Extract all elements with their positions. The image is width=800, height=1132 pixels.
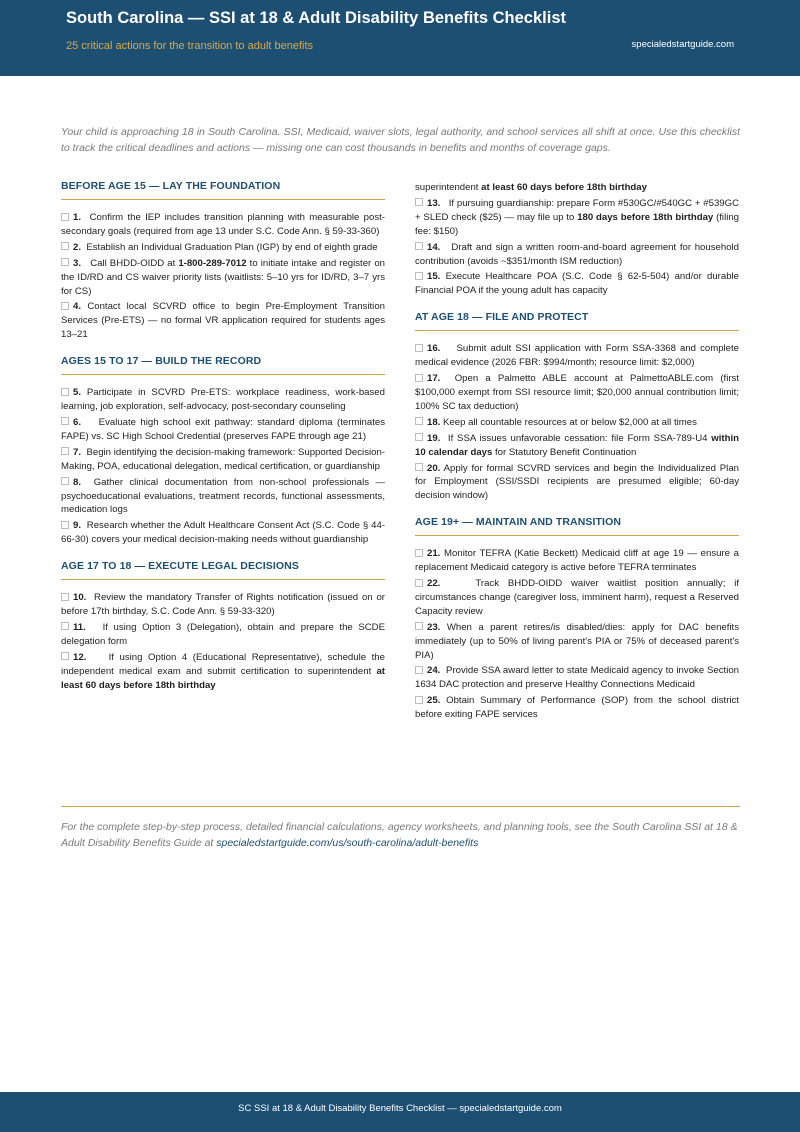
checklist-item [415, 270, 739, 298]
item-text: Establish an Individual Graduation Plan (IGP) by end of eighth grade [86, 241, 378, 253]
checklist-item [415, 621, 739, 663]
checkbox[interactable] [415, 417, 423, 425]
item-number: 13. [427, 197, 441, 209]
section-heading: BEFORE AGE 15 — LAY THE FOUNDATION [61, 180, 281, 192]
header-banner [0, 0, 800, 76]
checklist-item [415, 241, 739, 269]
checkbox[interactable] [415, 272, 423, 280]
checkbox[interactable] [61, 477, 69, 485]
checkbox[interactable] [415, 344, 423, 352]
checkbox[interactable] [61, 213, 69, 221]
guide-link[interactable]: specialedstartguide.com/us/south-carolina/adult-benefits [216, 837, 479, 849]
checkbox[interactable] [61, 302, 69, 310]
checkbox[interactable] [415, 549, 423, 557]
item-text: Submit adult SSI application with Form SSA-3368 and complete medical evidence (2026 FBR: $994/month; resource limit: $2,000) [415, 343, 739, 369]
item-number: 6. [73, 416, 82, 428]
closing-paragraph [61, 819, 740, 851]
item-text: When a parent retires/is disabled/dies: apply for DAC benefits immediately (up to 50% of living parent's PIA or 75% of deceased parent's PIA) [415, 621, 740, 661]
item-text: Research whether the Adult Healthcare Consent Act (S.C. Code § 44-66-30) covers your medical decision-making needs without guardianship [61, 520, 385, 546]
item-text: Apply for formal SCVRD services and begin the Individualized Plan for Employment (SSI/SSDI recipients are presumed eligible; 60-day decision window) [415, 462, 739, 502]
checklist-item [61, 386, 385, 414]
section-heading: AGES 15 TO 17 — BUILD THE RECORD [61, 355, 262, 368]
item-number: 5. [73, 387, 82, 399]
section-divider [61, 579, 385, 580]
site-url: specialedstartguide.com [631, 39, 734, 50]
item-text: Participate in SCVRD Pre-ETS: workplace readiness, work-based learning, job exploration, self-advocacy, post-secondary counseling [61, 387, 385, 413]
item-number: 8. [73, 476, 82, 488]
item-text: If pursuing guardianship: prepare Form #530GC/#540GC + #539GC + SLED check ($25) — may file up to [415, 197, 740, 223]
checkbox[interactable] [415, 463, 423, 471]
item-text: for Statutory Benefit Continuation [492, 446, 637, 458]
footer-text: SC SSI at 18 & Adult Disability Benefits Checklist — specialedstartguide.com [238, 1103, 562, 1114]
checkbox[interactable] [415, 696, 423, 704]
checkbox[interactable] [415, 374, 423, 382]
checkbox[interactable] [61, 242, 69, 250]
item-text: superintendent [415, 182, 482, 193]
section-divider [415, 330, 739, 331]
right-column [415, 181, 739, 724]
checklist-item [61, 211, 385, 239]
item-text: Monitor TEFRA (Katie Beckett) Medicaid cliff at age 19 — ensure a replacement Medicaid category is active before TEFRA terminates [415, 548, 740, 574]
item-number: 10. [73, 592, 87, 604]
item-number: 17. [427, 373, 441, 385]
checkbox[interactable] [61, 258, 69, 266]
checkbox[interactable] [61, 593, 69, 601]
item-text: Contact local SCVRD office to begin Pre-Employment Transition Services (Pre-ETS) — no formal VR application required for students ages 13–21 [61, 301, 385, 341]
item-number: 24. [427, 665, 441, 677]
page-subtitle: 25 critical actions for the transition to adult benefits [66, 40, 314, 52]
checklist-item [415, 664, 739, 692]
item-number: 22. [427, 578, 441, 590]
checklist-item [61, 651, 385, 692]
item-text-bold: at least 60 days before 18th birthday [481, 182, 647, 193]
item-text-bold: 180 days before 18th birthday [577, 211, 714, 223]
item-number: 23. [427, 621, 441, 633]
item-number: 21. [427, 548, 441, 560]
item-text: Track BHDD-OIDD waiver waitlist position annually; if circumstances change (caregiver loss, imminent harm), request a Reserved Capacity review [415, 578, 739, 617]
item-number: 19. [427, 432, 441, 444]
checklist-item [415, 547, 739, 575]
item-text: Open a Palmetto ABLE account at PalmettoABLE.com (first $100,000 exempt from SSI resource limit; $20,000 annual contribution limit; 100% SC tax deduction) [415, 373, 739, 412]
item-number: 20. [427, 462, 441, 474]
checkbox[interactable] [61, 417, 69, 425]
item-text-bold: at least 60 days before 18th birthday [61, 665, 385, 691]
checklist-item [61, 519, 385, 547]
section-divider [61, 374, 385, 375]
checkbox[interactable] [415, 622, 423, 630]
checkbox[interactable] [415, 666, 423, 674]
closing-divider [61, 806, 740, 807]
section-heading: AGE 17 TO 18 — EXECUTE LEGAL DECISIONS [61, 560, 299, 573]
checklist-item [61, 446, 385, 474]
item-number: 2. [73, 241, 82, 253]
checklist-item [61, 591, 385, 619]
item-number: 7. [73, 446, 82, 458]
checklist-item [61, 416, 385, 444]
checkbox[interactable] [415, 242, 423, 250]
item-text: to initiate intake and register on the ID/RD and CS waiver priority lists (waitlists: 5–10 yrs for ID/RD, 3–7 yrs for CS) [61, 257, 385, 297]
item-number: 14. [427, 241, 441, 253]
item-number: 16. [427, 343, 441, 355]
item-number: 15. [427, 271, 441, 283]
left-column [61, 180, 385, 694]
item-number: 25. [427, 695, 441, 707]
item-text: Evaluate high school exit pathway: standard diploma (terminates FAPE) vs. SC High School Credential (preserves FAPE through age 21) [61, 416, 385, 442]
checkbox[interactable] [415, 198, 423, 206]
checklist-item [61, 257, 385, 299]
checklist-item [415, 372, 739, 414]
checkbox[interactable] [415, 433, 423, 441]
item-text: If using Option 4 (Educational Representative), schedule the independent medical exam and submit certification to superintendent [61, 651, 385, 677]
item-number: 3. [73, 257, 82, 269]
item-number: 1. [73, 212, 82, 223]
section-divider [415, 535, 739, 536]
item-number: 9. [73, 520, 82, 532]
item-text: Review the mandatory Transfer of Rights notification (issued on or before 17th birthday, S.C. Code Ann. § 59-33-320) [61, 592, 385, 618]
item-text: Confirm the IEP includes transition planning with measurable post-secondary goals (required from age 13 under S.C. Code Ann. § 59-33-360) [61, 212, 385, 237]
item-text: Gather clinical documentation from non-school professionals — psychoeducational evaluations, treatment records, functional assessments, medication logs [61, 476, 385, 516]
checkbox[interactable] [415, 579, 423, 587]
page-title: South Carolina — SSI at 18 & Adult Disability Benefits Checklist [66, 9, 566, 27]
item-text: (filing fee: $150) [415, 211, 739, 237]
checkbox[interactable] [61, 622, 69, 630]
checklist-item [61, 476, 385, 518]
section-divider [61, 199, 385, 200]
checklist-item [61, 241, 385, 255]
intro-paragraph: Your child is approaching 18 in South Carolina. SSI, Medicaid, waiver slots, legal authority, and school services all shift at once. Use this checklist to track the critical deadlines and actions — missing one can cost thousands in benefits and months of coverage gaps. [61, 126, 740, 154]
item-text: Execute Healthcare POA (S.C. Code § 62-5-504) and/or durable Financial POA if the young adult has capacity [415, 271, 739, 297]
checklist-item [415, 342, 739, 370]
closing-text: For the complete step-by-step process, detailed financial calculations, agency worksheets, and planning tools, see the South Carolina SSI at 18 & Adult Disability Benefits Guide at [61, 821, 738, 849]
item-text: Call BHDD-OIDD at [90, 257, 179, 269]
checklist-item [415, 462, 739, 504]
checkbox[interactable] [61, 521, 69, 529]
item-text: If using Option 3 (Delegation), obtain and prepare the SCDE delegation form [61, 621, 385, 647]
item-number: 12. [73, 651, 87, 663]
checklist-item [415, 432, 739, 460]
item-number: 18. [427, 416, 441, 428]
checklist-item [415, 416, 739, 430]
item-text: If SSA issues unfavorable cessation: file Form SSA-789-U4 [447, 432, 712, 444]
item-text: Keep all countable resources at or below $2,000 at all times [443, 416, 697, 428]
section-heading: AT AGE 18 — FILE AND PROTECT [415, 311, 589, 324]
footer-bar [0, 1092, 800, 1132]
item-number: 4. [73, 301, 82, 313]
item-text: Draft and sign a written room-and-board agreement for household contribution (avoids ~$351/month ISM reduction) [415, 241, 739, 267]
checklist-item [61, 300, 385, 342]
item-text: Begin identifying the decision-making framework: Supported Decision-Making, POA, educational delegation, medical certification, or guardianship [61, 446, 385, 472]
item-text-bold: within 10 calendar days [415, 432, 739, 458]
checkbox[interactable] [61, 388, 69, 396]
checklist-item [415, 197, 739, 239]
item-text: Obtain Summary of Performance (SOP) from the school district before exiting FAPE services [415, 695, 739, 721]
checkbox[interactable] [61, 447, 69, 455]
checklist-item [415, 694, 739, 722]
section-heading: AGE 19+ — MAINTAIN AND TRANSITION [415, 516, 622, 529]
checklist-item-continued [415, 181, 739, 195]
item-text: Provide SSA award letter to state Medicaid agency to invoke Section 1634 DAC protection and preserve Healthy Connections Medicaid [415, 665, 740, 691]
item-number: 11. [73, 621, 86, 633]
checklist-item [61, 621, 385, 649]
item-text-bold: 1-800-289-7012 [178, 257, 247, 269]
checklist-item [415, 577, 739, 619]
checkbox[interactable] [61, 652, 69, 660]
